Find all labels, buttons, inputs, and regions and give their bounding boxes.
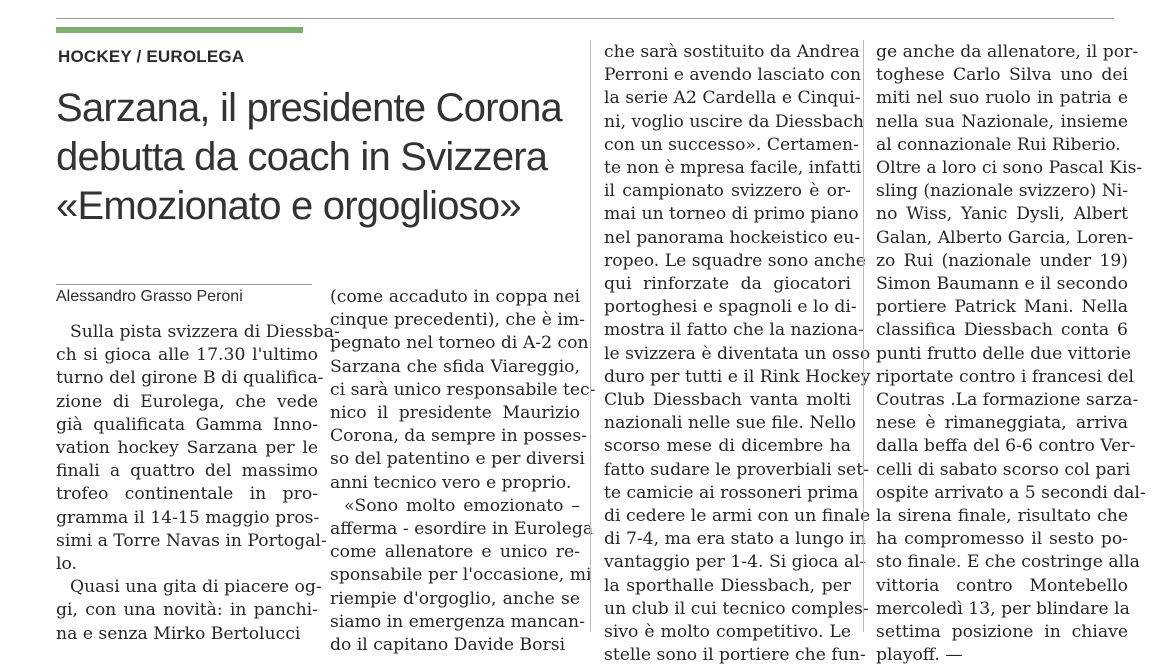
article-text-line: turno del girone B di qualifica-	[56, 368, 324, 389]
article-text-line: zione di Eurolega, che vede	[56, 391, 318, 412]
headline-line: «Emozionato e orgoglioso»	[56, 184, 521, 228]
article-text-line: nese è rimaneggiata, arriva	[876, 413, 1128, 434]
headline-line: debutta da coach in Svizzera	[56, 135, 548, 179]
article-text-line: gramma il 14-15 maggio pros-	[56, 507, 320, 528]
article-text-line: miti nel suo ruolo in patria e	[876, 88, 1128, 109]
article-text-line: nella sua Nazionale, insieme	[876, 111, 1128, 132]
article-text-line: vittoria contro Montebello	[876, 575, 1128, 596]
article-text-line: te camicie ai rossoneri prima	[604, 482, 859, 503]
article-text-line: trofeo continentale in pro-	[56, 484, 318, 505]
article-text-line: Quasi una gita di piacere og-	[70, 577, 322, 598]
article-text-line: dalla beffa del 6-6 contro Ver-	[876, 436, 1136, 457]
article-text-line: ci sarà unico responsabile tec-	[330, 379, 596, 400]
article-text-line: Corona, da sempre in posses-	[330, 426, 587, 447]
article-text-line: finali a quattro del massimo	[56, 461, 318, 482]
article-text-line: la sporthalle Diessbach, per	[604, 575, 851, 596]
headline	[56, 84, 576, 231]
article-column-3	[604, 41, 871, 667]
article-text-line: duro per tutti e il Rink Hockey	[604, 366, 871, 387]
article-text-line: al connazionale Rui Riberio.	[876, 134, 1121, 155]
article-text-line: sivo è molto competitivo. Le	[604, 622, 851, 643]
column-divider	[590, 40, 591, 632]
article-text-line: te non è mpresa facile, infatti	[604, 158, 862, 179]
article-text-line: ge anche da allenatore, il por-	[876, 42, 1139, 62]
article-text-line: mai un torneo di primo piano	[604, 204, 859, 225]
article-text-line: di cedere le armi con un finale	[604, 506, 871, 527]
article-text-line: nel panorama hockeistico eu-	[604, 227, 861, 248]
article-text-line: come allenatore e unico re-	[330, 542, 580, 563]
article-text-line: gi, con una novità: in panchi-	[56, 600, 318, 621]
article-text-line: lo.	[56, 554, 78, 575]
article-text-line: mostra il fatto che la naziona-	[604, 320, 864, 341]
article-text-line: ha compromesso il sesto po-	[876, 529, 1128, 550]
article-text-line: di 7-4, ma era stato a lungo in	[604, 529, 867, 550]
article-text-line: playoff. —	[876, 645, 963, 666]
top-rule	[56, 18, 1114, 19]
article-text-line: la serie A2 Cardella e Cinqui-	[604, 88, 861, 109]
article-text-line: simi a Torre Navas in Portogal-	[56, 530, 327, 551]
article-text-line: un club il cui tecnico comples-	[604, 598, 869, 619]
article-text-line: Perroni e avendo lasciato con	[604, 65, 862, 86]
section-accent-bar	[56, 27, 303, 33]
article-text-line: nazionali nelle sue file. Nello	[604, 413, 856, 434]
article-text-line: so del patentino e per diversi	[330, 449, 585, 470]
article-text-line: Oltre a loro ci sono Pascal Kis-	[876, 158, 1143, 179]
article-text-line: stelle sono il portiere che fun-	[604, 645, 866, 666]
article-text-line: sto finale. E che costringe alla	[876, 552, 1140, 573]
article-text-line: che sarà sostituito da Andrea	[604, 42, 860, 62]
article-text-line: portoghesi e spagnoli e lo di-	[604, 297, 857, 318]
article-column-4	[876, 41, 1146, 667]
article-text-line: sponsabile per l'occasione, mi	[330, 565, 592, 586]
article-column-2	[330, 286, 596, 657]
article-text-line: celli di sabato scorso col pari	[876, 459, 1131, 480]
byline: Alessandro Grasso Peroni	[56, 284, 312, 306]
article-text-line: il campionato svizzero è or-	[604, 181, 851, 202]
article-column-1	[56, 321, 340, 646]
article-text-line: portiere Patrick Mani. Nella	[876, 297, 1128, 318]
article-text-line: pegnato nel torneo di A-2 con	[330, 333, 589, 354]
article-text-line: nico il presidente Maurizio	[330, 403, 580, 424]
article-text-line: riportate contro i francesi del	[876, 366, 1135, 387]
article-text-line: do il capitano Davide Borsi	[330, 635, 566, 656]
article-text-line: na e senza Mirko Bertolucci	[56, 623, 301, 644]
article-text-line: ch si gioca alle 17.30 l'ultimo	[56, 345, 318, 366]
article-text-line: Club Diessbach vanta molti	[604, 390, 851, 411]
article-text-line: la sirena finale, risultato che	[876, 506, 1128, 527]
article-text-line: «Sono molto emozionato –	[344, 495, 580, 516]
article-text-line: le svizzera è diventata un osso	[604, 343, 871, 364]
article-text-line: Simon Baumann e il secondo	[876, 274, 1129, 295]
article-text-line: Sulla pista svizzera di Diessba-	[70, 322, 340, 342]
article-text-line: vation hockey Sarzana per le	[56, 438, 318, 459]
article-text-line: Sarzana che sfida Viareggio,	[330, 356, 580, 377]
article-text-line: cinque precedenti), che è im-	[330, 310, 585, 331]
article-text-line: ni, voglio uscire da Diessbach	[604, 111, 864, 132]
column-divider	[863, 40, 864, 632]
article-text-line: siamo in emergenza mancan-	[330, 611, 585, 632]
article-text-line: sling (nazionale svizzero) Ni-	[876, 181, 1129, 202]
article-text-line: zo Rui (nazionale under 19)	[876, 250, 1128, 271]
article-text-line: anni tecnico vero e proprio.	[330, 472, 572, 493]
article-text-line: scorso mese di dicembre ha	[604, 436, 851, 457]
article-text-line: Galan, Alberto Garcia, Loren-	[876, 227, 1134, 248]
article-text-line: afferma - esordire in Eurolega	[330, 519, 594, 540]
article-text-line: con un successo». Certamen-	[604, 134, 859, 155]
article-text-line: punti frutto delle due vittorie	[876, 343, 1132, 364]
article-text-line: riempie d'orgoglio, anche se	[330, 588, 580, 609]
article-text-line: settima posizione in chiave	[876, 622, 1128, 643]
article-text-line: no Wiss, Yanic Dysli, Albert	[876, 204, 1128, 225]
article-text-line: mercoledì 13, per blindare la	[876, 598, 1130, 619]
section-kicker: HOCKEY / EUROLEGA	[58, 47, 245, 66]
headline-line: Sarzana, il presidente Corona	[56, 86, 562, 130]
article-text-line: ospite arrivato a 5 secondi dal-	[876, 482, 1146, 503]
article-text-line: classifica Diessbach conta 6	[876, 320, 1128, 341]
article-text-line: ropeo. Le squadre sono anche	[604, 250, 866, 271]
article-text-line: qui rinforzate da giocatori	[604, 274, 851, 295]
article-text-line: toghese Carlo Silva uno dei	[876, 65, 1128, 86]
article-text-line: vantaggio per 1-4. Si gioca al-	[604, 552, 866, 573]
article-text-line: (come accaduto in coppa nei	[330, 287, 580, 307]
article-text-line: Coutras .La formazione sarza-	[876, 390, 1139, 411]
article-text-line: già qualificata Gamma Inno-	[56, 414, 318, 435]
article-text-line: fatto sudare le proverbiali set-	[604, 459, 869, 480]
